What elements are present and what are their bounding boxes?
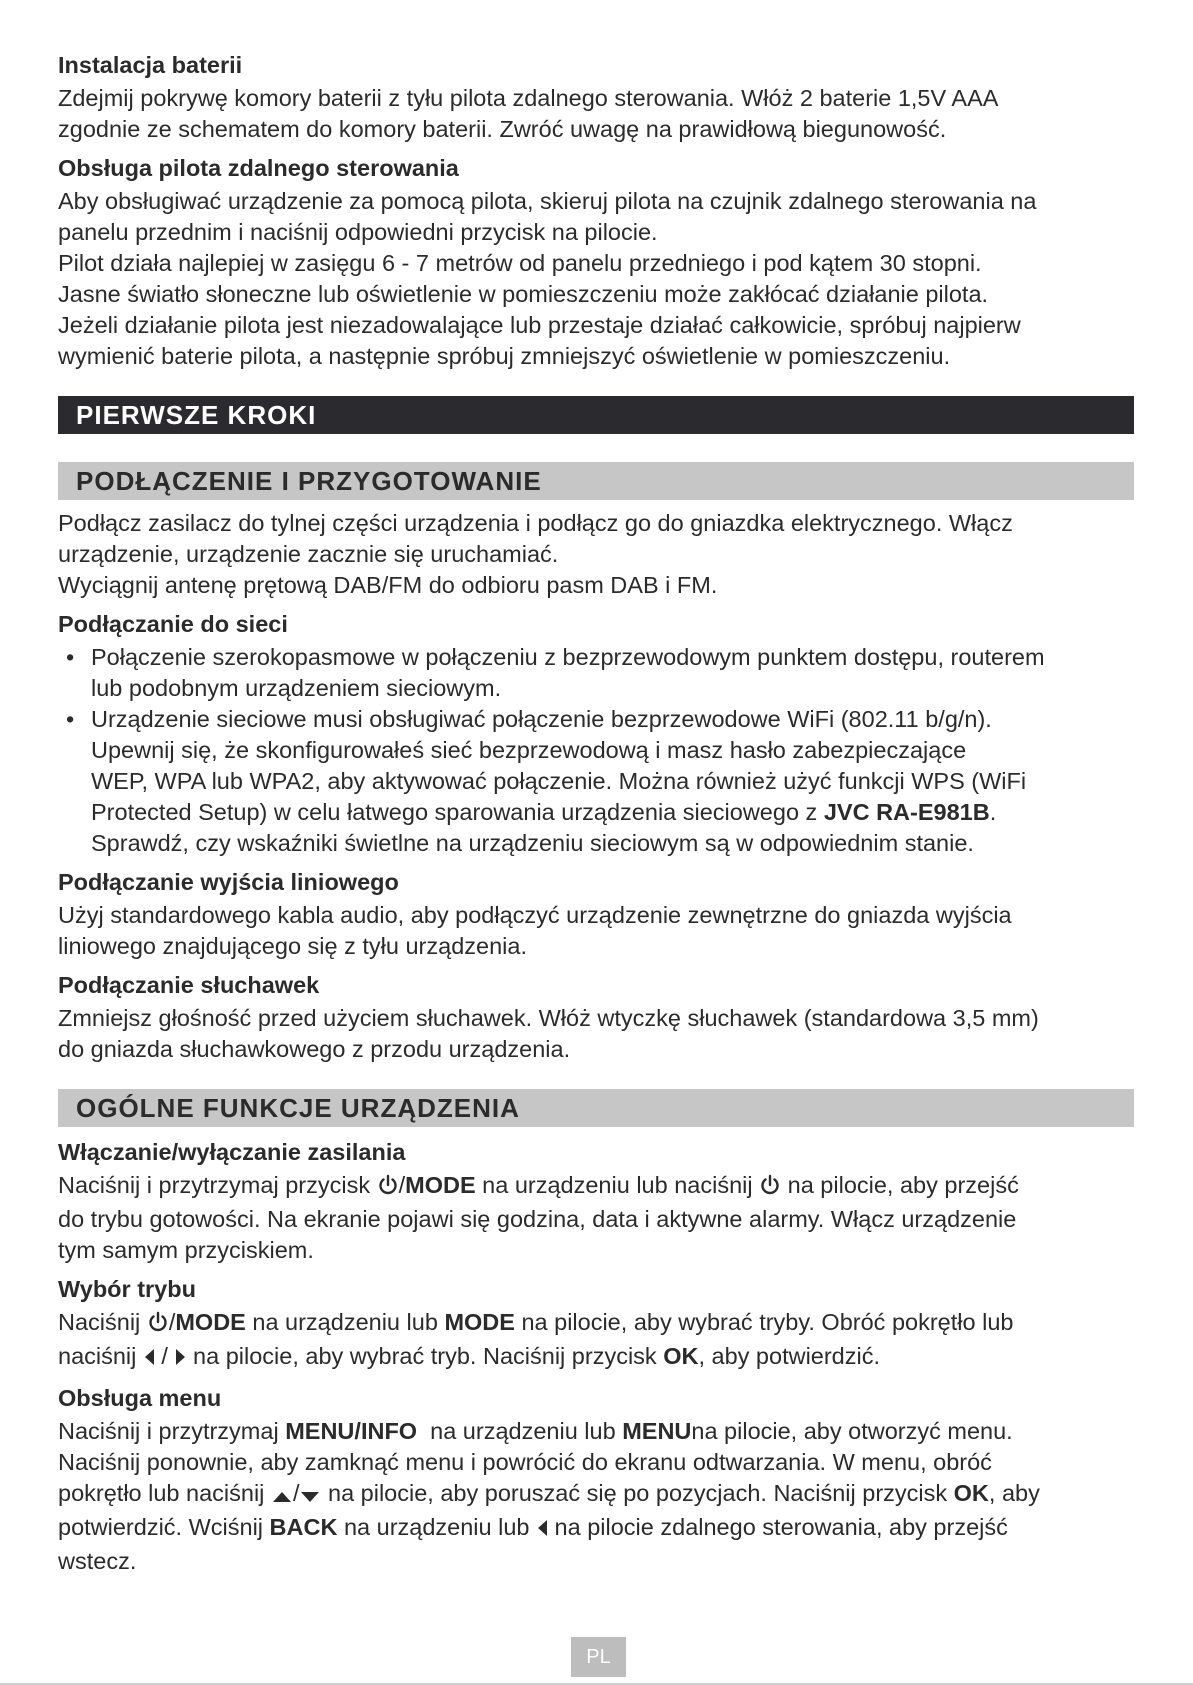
text: na urządzeniu lub bbox=[417, 1418, 623, 1444]
text: Naciśnij bbox=[58, 1309, 147, 1335]
text: potwierdzić. Wciśnij bbox=[58, 1514, 270, 1540]
text: , aby potwierdzić. bbox=[698, 1343, 881, 1369]
key-menu: MENU bbox=[622, 1418, 692, 1444]
bullet-text-line: Sprawdź, czy wskaźniki świetlne na urządzeniu sieciowym są w odpowiednim stanie. bbox=[91, 830, 974, 856]
menu-text-line bbox=[58, 1416, 1134, 1447]
text: na urządzeniu lub bbox=[245, 1309, 445, 1335]
power-text-line: do trybu gotowości. Na ekranie pojawi się godzina, data i aktywne alarmy. Włącz urządzenie bbox=[58, 1206, 1017, 1232]
section-bar-first-steps: PIERWSZE KROKI bbox=[58, 396, 1134, 434]
lineout-text-line: Użyj standardowego kabla audio, aby podłączyć urządzenie zewnętrzne do gniazda wyjścia bbox=[58, 902, 1012, 928]
mode-text-line bbox=[58, 1307, 1134, 1341]
remote-heading: Obsługa pilota zdalnego sterowania bbox=[58, 155, 459, 181]
bullet-text-line: WEP, WPA lub WPA2, aby aktywować połączenie. Można również użyć funkcji WPS (WiFi bbox=[91, 768, 1027, 794]
power-text-line bbox=[58, 1170, 1134, 1204]
bullet-text-line: Urządzenie sieciowe musi obsługiwać połączenie bezprzewodowe WiFi (802.11 b/g/n). bbox=[91, 706, 992, 732]
battery-text-line: zgodnie ze schematem do komory baterii. Zwróć uwagę na prawidłową biegunowość. bbox=[58, 116, 947, 142]
key-ok: OK bbox=[953, 1480, 989, 1506]
model-name: JVC RA-E981B bbox=[823, 799, 990, 825]
remote-text-line: Jeżeli działanie pilota jest niezadowalające lub przestaje działać całkowicie, spróbuj najpierw bbox=[58, 312, 1021, 338]
bullet-text-line: Połączenie szerokopasmowe w połączeniu z bezprzewodowym punktem dostępu, routerem bbox=[91, 644, 1045, 670]
arrow-down-icon bbox=[299, 1481, 321, 1512]
list-item bbox=[58, 642, 1134, 704]
list-item bbox=[58, 704, 1134, 859]
power-heading: Włączanie/wyłączanie zasilania bbox=[58, 1139, 406, 1165]
text: Naciśnij i przytrzymaj przycisk bbox=[58, 1172, 377, 1198]
network-bullet-list bbox=[58, 642, 1134, 859]
key-mode: MODE bbox=[444, 1309, 515, 1335]
text: na pilocie, aby otworzyć menu. bbox=[691, 1418, 1013, 1444]
section-bar-general: OGÓLNE FUNKCJE URZĄDZENIA bbox=[58, 1089, 1134, 1127]
headphones-text-line: Zmniejsz głośność przed użyciem słuchawek. Włóż wtyczkę słuchawek (standardowa 3,5 mm) bbox=[58, 1005, 1039, 1031]
remote-text-line: wymienić baterie pilota, a następnie spróbuj zmniejszyć oświetlenie w pomieszczeniu. bbox=[58, 343, 951, 369]
text: / bbox=[292, 1480, 300, 1506]
bullet-mark: • bbox=[66, 706, 75, 732]
bullet-text-line: Protected Setup) w celu łatwego sparowania urządzenia sieciowego z bbox=[91, 799, 824, 825]
remote-text-line: Jasne światło słoneczne lub oświetlenie w pomieszczeniu może zakłócać działanie pilota. bbox=[58, 281, 989, 307]
menu-text-line: wstecz. bbox=[58, 1548, 137, 1574]
key-menu: MENU bbox=[285, 1418, 355, 1444]
arrow-up-icon bbox=[271, 1481, 293, 1512]
connect-text-line: Wyciągnij antenę prętową DAB/FM do odbioru pasm DAB i FM. bbox=[58, 572, 718, 598]
bullet-text: . bbox=[989, 799, 997, 825]
remote-text-line: Aby obsługiwać urządzenie za pomocą pilota, skieruj pilota na czujnik zdalnego sterowania na bbox=[58, 188, 1037, 214]
text: na urządzeniu lub naciśnij bbox=[475, 1172, 760, 1198]
menu-heading: Obsługa menu bbox=[58, 1385, 222, 1411]
text: pokrętło lub naciśnij bbox=[58, 1480, 271, 1506]
manual-page bbox=[58, 50, 1134, 1577]
headphones-heading: Podłączanie słuchawek bbox=[58, 972, 320, 998]
page-language-tab: PL bbox=[571, 1637, 626, 1677]
mode-text-line bbox=[58, 1341, 1134, 1375]
mode-heading: Wybór trybu bbox=[58, 1276, 196, 1302]
text: / bbox=[154, 1343, 175, 1369]
text: na pilocie zdalnego sterowania, aby przejść bbox=[548, 1514, 1008, 1540]
text: / bbox=[354, 1418, 361, 1444]
menu-text-line: Naciśnij ponownie, aby zamknąć menu i powrócić do ekranu odtwarzania. W menu, obróć bbox=[58, 1449, 992, 1475]
arrow-right-icon bbox=[175, 1344, 187, 1375]
text: naciśnij bbox=[58, 1343, 143, 1369]
lineout-heading: Podłączanie wyjścia liniowego bbox=[58, 869, 399, 895]
power-text-line: tym samym przyciskiem. bbox=[58, 1237, 314, 1263]
remote-text-line: Pilot działa najlepiej w zasięgu 6 - 7 metrów od panelu przedniego i pod kątem 30 stopni. bbox=[58, 250, 982, 276]
menu-text-line bbox=[58, 1512, 1134, 1546]
connect-text-line: urządzenie, urządzenie zacznie się uruchamiać. bbox=[58, 541, 559, 567]
text: na urządzeniu lub bbox=[337, 1514, 537, 1540]
bullet-mark: • bbox=[66, 644, 75, 670]
arrow-left-icon bbox=[143, 1344, 155, 1375]
text: na pilocie, aby poruszać się po pozycjach. Naciśnij przycisk bbox=[321, 1480, 954, 1506]
headphones-text-line: do gniazda słuchawkowego z przodu urządzenia. bbox=[58, 1036, 571, 1062]
text: , aby bbox=[988, 1480, 1040, 1506]
key-info: INFO bbox=[360, 1418, 418, 1444]
remote-text-line: panelu przednim i naciśnij odpowiedni przycisk na pilocie. bbox=[58, 219, 658, 245]
bullet-text-line: lub podobnym urządzeniem sieciowym. bbox=[91, 675, 502, 701]
power-icon bbox=[377, 1173, 399, 1204]
connect-text-line: Podłącz zasilacz do tylnej części urządzenia i podłącz go do gniazdka elektrycznego. Włącz bbox=[58, 510, 1013, 536]
menu-text-line bbox=[58, 1478, 1134, 1512]
text: na pilocie, aby wybrać tryby. Obróć pokrętło lub bbox=[514, 1309, 1014, 1335]
section-bar-connect: PODŁĄCZENIE I PRZYGOTOWANIE bbox=[58, 462, 1134, 500]
text: na pilocie, aby przejść bbox=[781, 1172, 1019, 1198]
arrow-left-icon bbox=[536, 1515, 548, 1546]
text: / bbox=[398, 1172, 406, 1198]
lineout-text-line: liniowego znajdującego się z tyłu urządzenia. bbox=[58, 933, 527, 959]
key-mode: MODE bbox=[175, 1309, 246, 1335]
text: na pilocie, aby wybrać tryb. Naciśnij przycisk bbox=[186, 1343, 664, 1369]
battery-heading: Instalacja baterii bbox=[58, 52, 243, 78]
power-icon bbox=[147, 1310, 169, 1341]
text: Naciśnij i przytrzymaj bbox=[58, 1418, 286, 1444]
power-icon bbox=[759, 1173, 781, 1204]
network-heading: Podłączanie do sieci bbox=[58, 611, 288, 637]
bullet-text-line: Upewnij się, że skonfigurowałeś sieć bezprzewodową i masz hasło zabezpieczające bbox=[91, 737, 967, 763]
key-mode: MODE bbox=[405, 1172, 476, 1198]
key-ok: OK bbox=[663, 1343, 699, 1369]
text: / bbox=[168, 1309, 176, 1335]
key-back: BACK bbox=[269, 1514, 338, 1540]
battery-text-line: Zdejmij pokrywę komory baterii z tyłu pilota zdalnego sterowania. Włóż 2 baterie 1,5V AAA bbox=[58, 85, 999, 111]
